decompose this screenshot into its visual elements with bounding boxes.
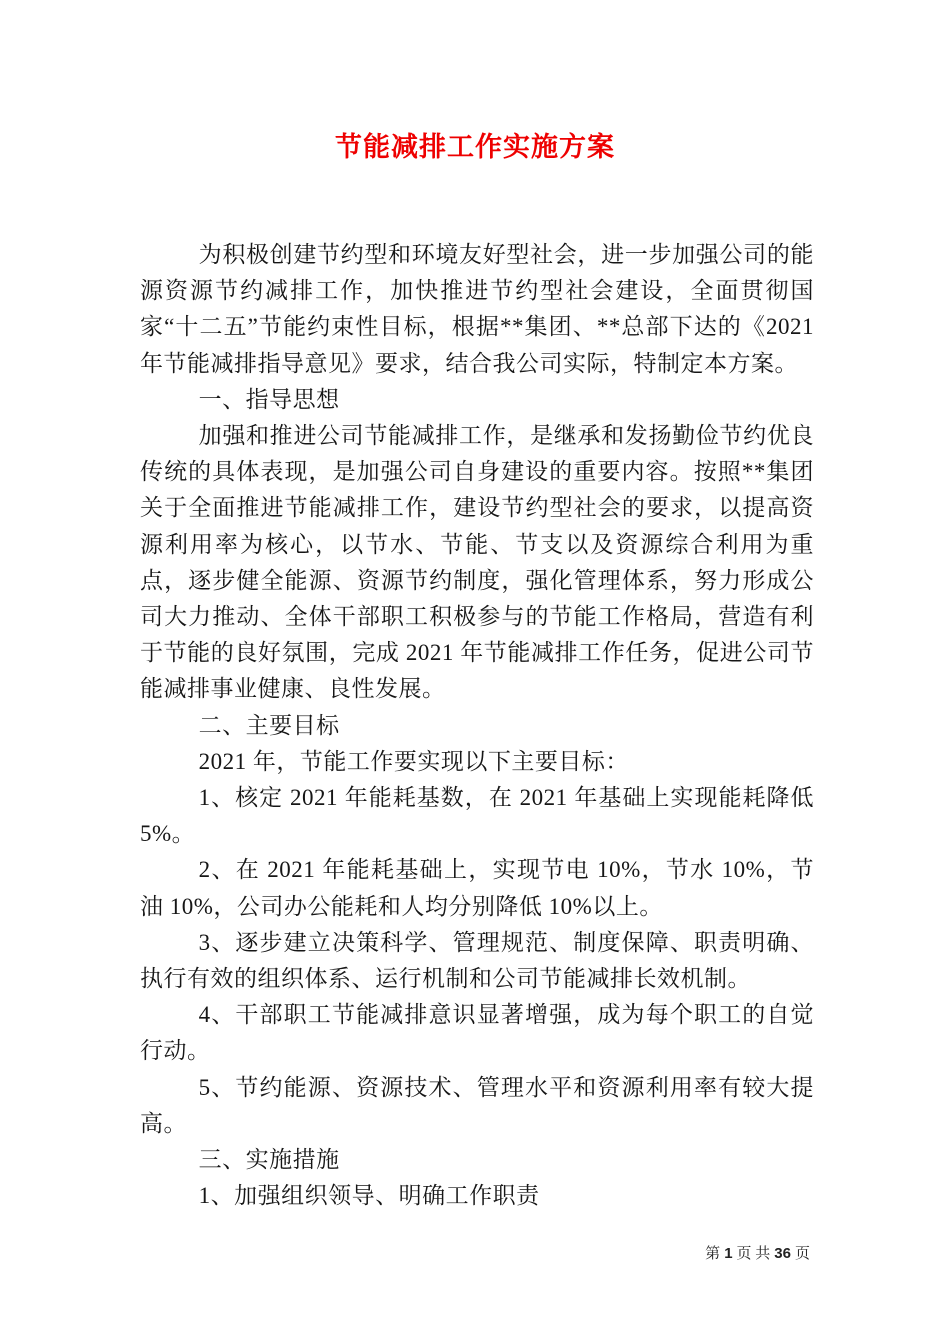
list-item-goal-2: 2、在 2021 年能耗基础上，实现节电 10%，节水 10%，节油 10%，公司办公能耗和人均分别降低 10%以上。: [140, 857, 814, 919]
list-item-goal-5: 5、节约能源、资源技术、管理水平和资源利用率有较大提高。: [140, 1074, 814, 1136]
list-item-goal-1: 1、核定 2021 年能耗基数，在 2021 年基础上实现能耗降低 5%。: [140, 785, 814, 847]
list-item-measure-1: 1、加强组织领导、明确工作职责: [198, 1183, 540, 1209]
heading-section-3: 三、实施措施: [198, 1147, 340, 1173]
list-item-goal-3: 3、逐步建立决策科学、管理规范、制度保障、职责明确、执行有效的组织体系、运行机制和公司节能减排长效机制。: [140, 929, 814, 992]
footer-label-di: 第: [705, 1246, 721, 1262]
list-item-goal-4: 4、干部职工节能减排意识显著增强，成为每个职工的自觉行动。: [140, 1002, 814, 1064]
page-number-footer: [705, 1244, 810, 1264]
footer-label-ye: 页: [794, 1246, 810, 1262]
footer-total-pages: 36: [774, 1245, 791, 1262]
document-body: [140, 237, 814, 1214]
heading-section-1: 一、指导思想: [198, 386, 340, 412]
paragraph-intro: 为积极创建节约型和环境友好型社会，进一步加强公司的能源资源节约减排工作，加快推进节约型社会建设，全面贯彻国家“十二五”节能约束性目标，根据**集团、**总部下达的《2021 年节能减排指导意见》要求，结合我公司实际，特制定本方案。: [140, 242, 814, 376]
paragraph-guiding: 加强和推进公司节能减排工作，是继承和发扬勤俭节约优良传统的具体表现，是加强公司自身建设的重要内容。按照**集团关于全面推进节能减排工作，建设节约型社会的要求，以提高资源利用率为核心，以节水、节能、节支以及资源综合利用为重点，逐步健全能源、资源节约制度，强化管理体系，努力形成公司大力推动、全体干部职工积极参与的节能工作格局，营造有利于节能的良好氛围，完成 2021 年节能减排工作任务，促进公司节能减排事业健康、良性发展。: [140, 423, 814, 702]
heading-section-2: 二、主要目标: [198, 712, 340, 738]
footer-current-page: 1: [724, 1245, 733, 1262]
document-title: 节能减排工作实施方案: [335, 132, 615, 162]
paragraph-goals-lead: 2021 年，节能工作要实现以下主要目标：: [198, 748, 629, 774]
footer-label-ye-gong: 页 共: [736, 1246, 771, 1262]
